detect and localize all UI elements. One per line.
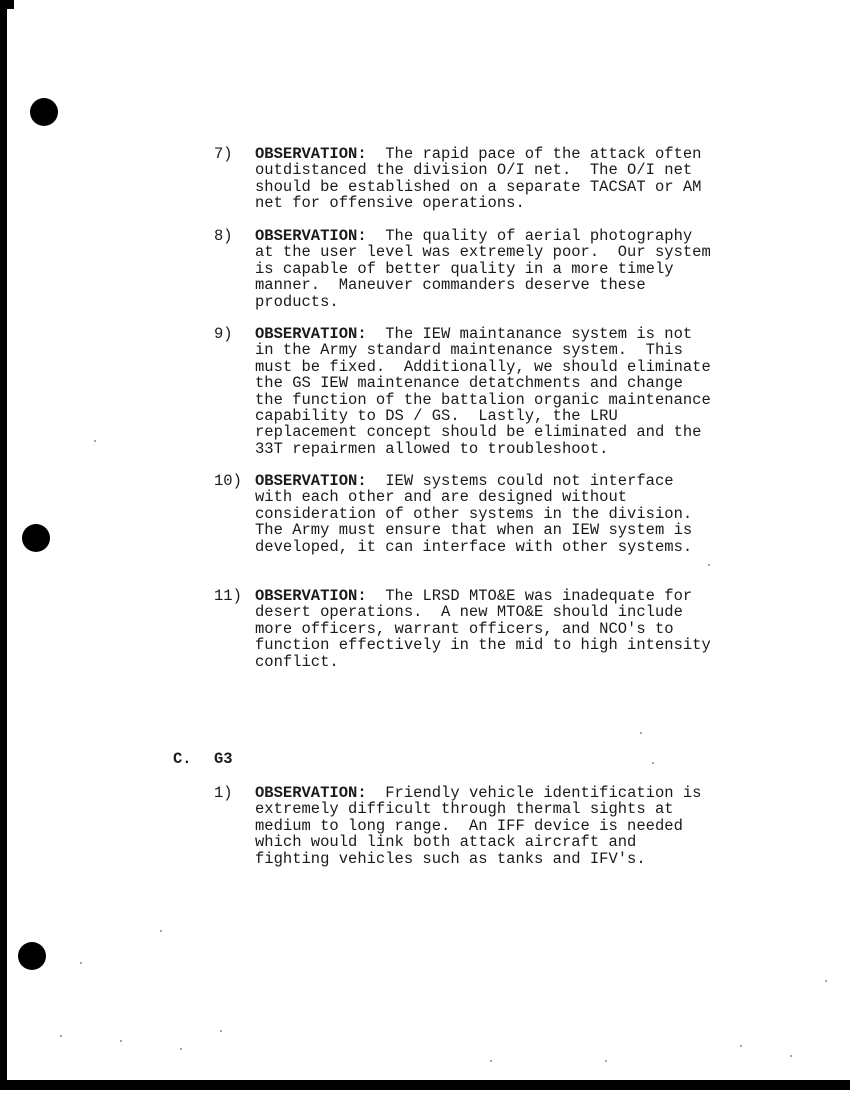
observation-label: OBSERVATION: — [255, 784, 367, 802]
scan-speck — [605, 1060, 607, 1062]
scan-left-border — [0, 0, 7, 1085]
observation-label: OBSERVATION: — [255, 472, 367, 490]
scan-speck — [825, 980, 827, 982]
scan-speck — [160, 930, 162, 932]
scan-speck — [120, 1040, 122, 1042]
scan-speck — [180, 1048, 182, 1050]
observation-label: OBSERVATION: — [255, 587, 367, 605]
scan-speck — [790, 1055, 792, 1057]
observation-number: 1) — [214, 784, 233, 802]
observation-text: OBSERVATION: Friendly vehicle identification is extremely difficult through thermal sights at medium to long range. An IFF device is needed which would link both attack aircraft and fighting vehicles such as tanks and IFV's. — [255, 784, 702, 868]
observation-number: 11) — [214, 587, 242, 605]
scan-speck — [220, 1030, 222, 1032]
section-letter: C. — [173, 750, 192, 768]
observation-number: 8) — [214, 227, 233, 245]
observation-number: 10) — [214, 472, 242, 490]
scan-speck — [708, 564, 710, 566]
observation-text: OBSERVATION: IEW systems could not interface with each other and are designed without consideration of other systems in the division. The Army must ensure that when an IEW system is developed, it can interface with other systems. — [255, 472, 693, 556]
scan-speck — [652, 762, 654, 764]
punch-hole-bottom — [18, 942, 46, 970]
observation-label: OBSERVATION: — [255, 227, 367, 245]
scan-speck — [60, 1035, 62, 1037]
observation-label: OBSERVATION: — [255, 145, 367, 163]
scan-speck — [80, 962, 82, 964]
scan-speck — [640, 732, 642, 734]
scan-speck — [740, 1045, 742, 1047]
observation-text: OBSERVATION: The LRSD MTO&E was inadequate for desert operations. A new MTO&E should include more officers, warrant officers, and NCO's to function effectively in the mid to high intensity conflict. — [255, 587, 711, 671]
observation-text: OBSERVATION: The IEW maintanance system is not in the Army standard maintenance system. This must be fixed. Additionally, we should eliminate the GS IEW maintenance detatchments and change the function of the battalion organic maintenance capability to DS / GS. Lastly, the LRU replacement concept should be eliminated and the 33T repairmen allowed to troubleshoot. — [255, 325, 711, 458]
scan-speck — [490, 1060, 492, 1062]
scan-speck — [94, 440, 96, 442]
section-heading: G3 — [214, 750, 233, 768]
observation-text: OBSERVATION: The rapid pace of the attack often outdistanced the division O/I net. The O/I net should be established on a separate TACSAT or AM net for offensive operations. — [255, 145, 702, 213]
scan-top-mark — [0, 0, 14, 9]
observation-text: OBSERVATION: The quality of aerial photography at the user level was extremely poor. Our system is capable of better quality in a more timely manner. Maneuver commanders deserve these products. — [255, 227, 711, 311]
punch-hole-top — [30, 98, 58, 126]
scan-bottom-border — [0, 1080, 850, 1090]
punch-hole-middle — [22, 524, 50, 552]
observation-number: 9) — [214, 325, 233, 343]
observation-number: 7) — [214, 145, 233, 163]
observation-label: OBSERVATION: — [255, 325, 367, 343]
